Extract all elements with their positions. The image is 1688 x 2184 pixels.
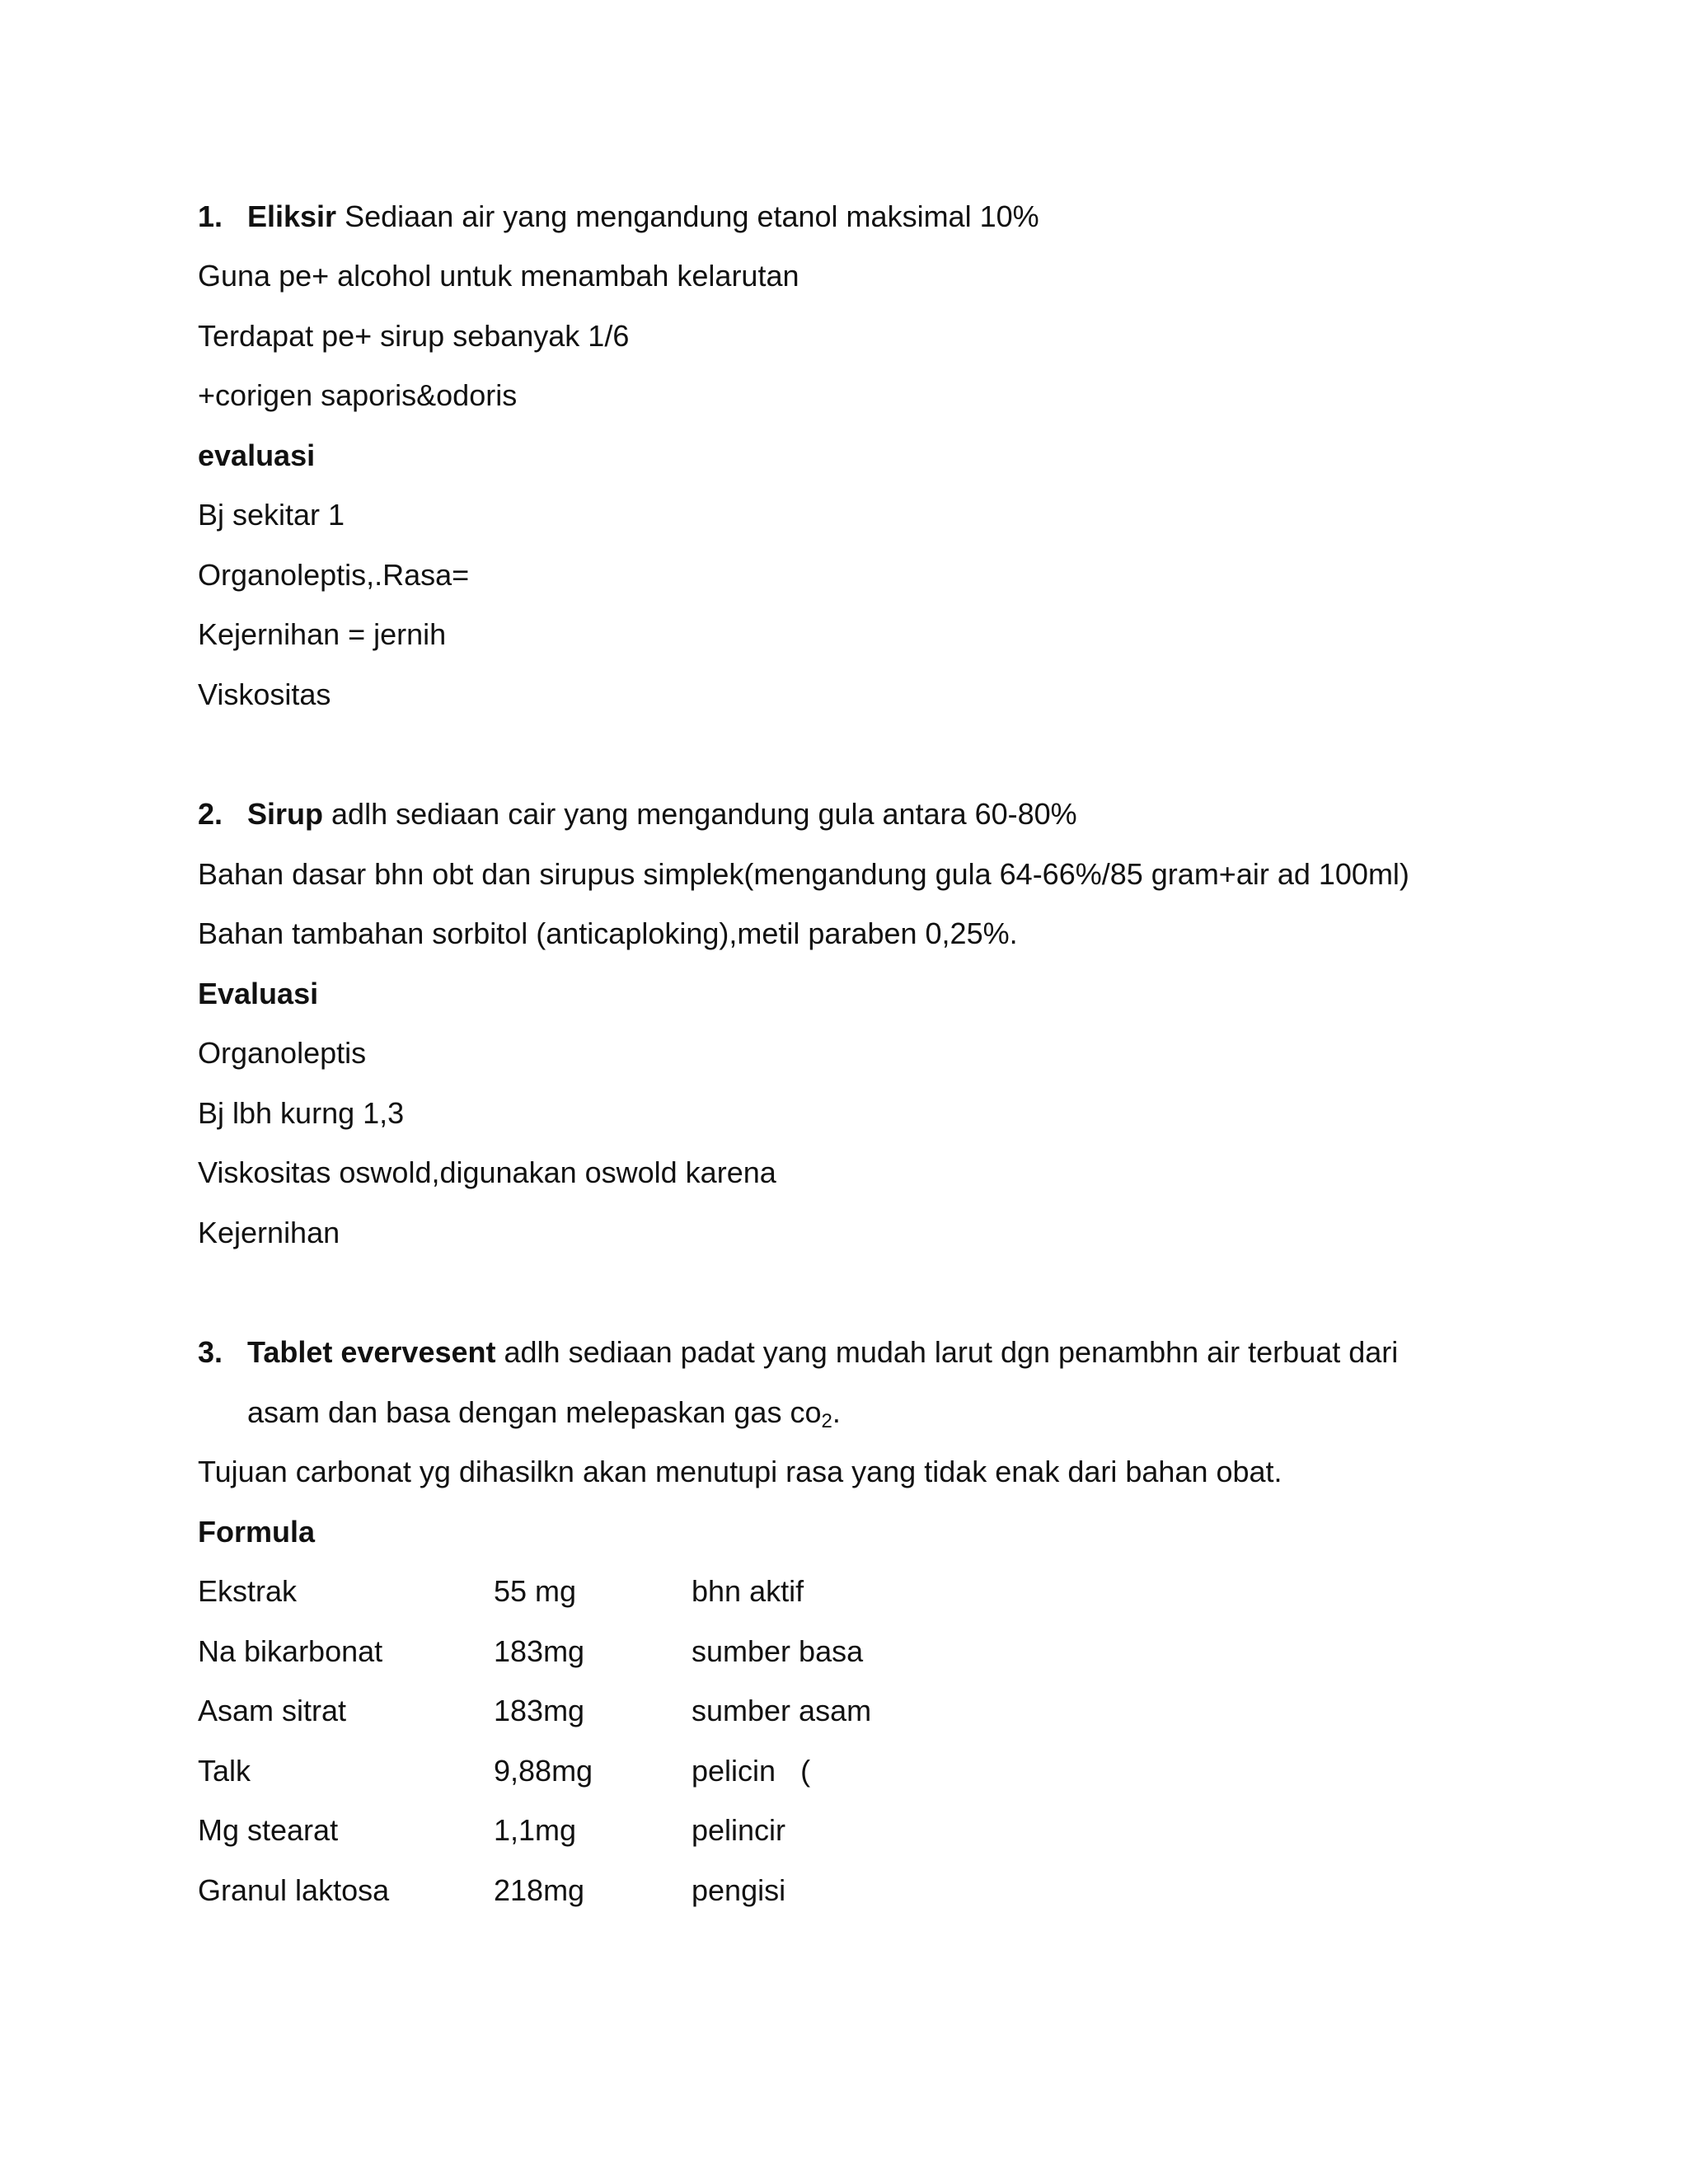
ingredient-name: Mg stearat: [198, 1813, 339, 1847]
section-term: Tablet evervesent: [247, 1335, 496, 1369]
section-1-line: Guna pe+ alcohol untuk menambah kelarutan: [198, 259, 799, 293]
section-3-definition-continued: [247, 1394, 841, 1440]
section-2-eval-heading: Evaluasi: [198, 977, 319, 1010]
ingredient-name: Na bikarbonat: [198, 1634, 383, 1668]
ingredient-name: Ekstrak: [198, 1574, 298, 1608]
section-1-eval-line: Bj sekitar 1: [198, 498, 345, 532]
ingredient-amount: 9,88mg: [494, 1754, 593, 1788]
ingredient-name: Asam sitrat: [198, 1694, 347, 1727]
section-3-line: Tujuan carbonat yg dihasilkn akan menutupi rasa yang tidak enak dari bahan obat.: [198, 1455, 1282, 1488]
section-2-eval-line: Kejernihan: [198, 1216, 340, 1249]
ingredient-amount: 183mg: [494, 1634, 585, 1668]
ingredient-role: sumber asam: [692, 1694, 872, 1727]
section-2-eval-line: Viskositas oswold,digunakan oswold karena: [198, 1155, 776, 1189]
ingredient-name: Granul laktosa: [198, 1873, 390, 1907]
section-1-eval-line: Organoleptis,.Rasa=: [198, 558, 470, 592]
section-term: Eliksir: [247, 199, 337, 233]
ingredient-role: pelicin (: [692, 1754, 811, 1788]
ingredient-role: pelincir: [692, 1813, 786, 1847]
section-term: Sirup: [247, 797, 324, 831]
ingredient-amount: 55 mg: [494, 1574, 577, 1608]
section-definition: adlh sediaan cair yang mengandung gula antara 60-80%: [331, 797, 1077, 831]
section-1-line: +corigen saporis&odoris: [198, 378, 518, 412]
section-1-eval-heading: evaluasi: [198, 438, 316, 472]
section-2-line: Bahan tambahan sorbitol (anticaploking),metil paraben 0,25%.: [198, 916, 1018, 950]
ingredient-amount: 218mg: [494, 1873, 585, 1907]
section-3-heading: [198, 1334, 1398, 1371]
section-2-eval-line: Organoleptis: [198, 1036, 367, 1070]
ingredient-amount: 1,1mg: [494, 1813, 577, 1847]
ingredient-role: pengisi: [692, 1873, 786, 1907]
section-number: 1.: [198, 199, 223, 233]
ingredient-amount: 183mg: [494, 1694, 585, 1727]
section-2-line: Bahan dasar bhn obt dan sirupus simplek(mengandung gula 64-66%/85 gram+air ad 100ml): [198, 857, 1409, 891]
section-1-heading: [198, 199, 1039, 235]
section-number: 2.: [198, 797, 223, 831]
section-1-eval-line: Viskositas: [198, 677, 331, 711]
section-number: 3.: [198, 1335, 223, 1369]
section-1-eval-line: Kejernihan = jernih: [198, 617, 447, 651]
ingredient-role: sumber basa: [692, 1634, 864, 1668]
section-2-eval-line: Bj lbh kurng 1,3: [198, 1096, 405, 1130]
definition-end: .: [832, 1395, 841, 1429]
subscript-text: 2: [821, 1410, 832, 1432]
definition-continued-text: asam dan basa dengan melepaskan gas co: [247, 1395, 822, 1429]
ingredient-name: Talk: [198, 1754, 251, 1788]
section-1-line: Terdapat pe+ sirup sebanyak 1/6: [198, 319, 630, 353]
section-2-heading: [198, 796, 1077, 832]
ingredient-role: bhn aktif: [692, 1574, 804, 1608]
section-definition: Sediaan air yang mengandung etanol maksimal 10%: [345, 199, 1039, 233]
section-definition: adlh sediaan padat yang mudah larut dgn penambhn air terbuat dari: [504, 1335, 1399, 1369]
formula-heading: Formula: [198, 1515, 316, 1549]
